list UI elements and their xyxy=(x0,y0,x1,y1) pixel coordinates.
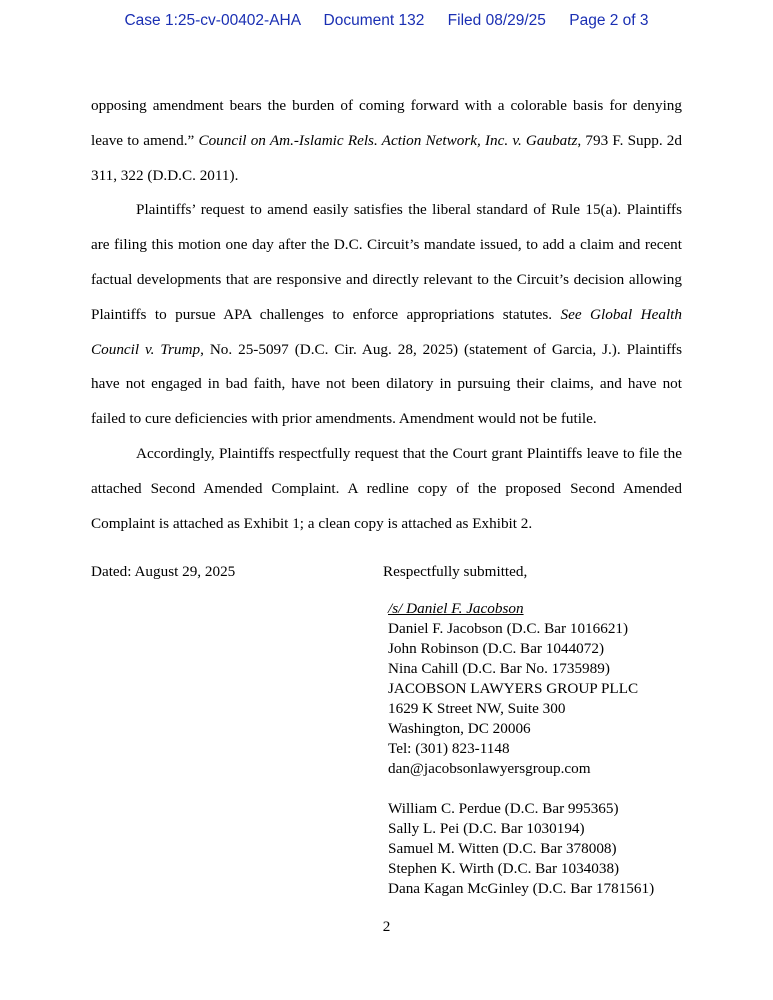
paragraph-1-text-before: opposing amendment bears the burden of coming forward with a colorable basis for denying leave to amend.” xyxy=(91,97,682,149)
counsel-line: Samuel M. Witten (D.C. Bar 378008) xyxy=(388,840,617,857)
counsel-line: Sally L. Pei (D.C. Bar 1030194) xyxy=(388,820,585,837)
counsel-group-jacobson xyxy=(388,619,654,779)
counsel-line: Nina Cahill (D.C. Bar No. 1735989) xyxy=(388,660,610,677)
signature-block xyxy=(388,599,654,899)
page-of: Page 2 of 3 xyxy=(569,12,649,29)
counsel-line: JACOBSON LAWYERS GROUP PLLC xyxy=(388,680,639,697)
paragraph-1-text-after: , 793 F. Supp. 2d 311, 322 (D.D.C. 2011). xyxy=(91,131,682,184)
counsel-group-additional xyxy=(388,799,654,899)
paragraph-1-case-citation: Council on Am.-Islamic Rels. Action Network, Inc. v. Gaubatz xyxy=(198,131,578,149)
document-body xyxy=(91,89,682,541)
counsel-line: Dana Kagan McGinley (D.C. Bar 1781561) xyxy=(388,880,655,897)
paragraph-2-text-before: Plaintiffs’ request to amend easily satisfies the liberal standard of Rule 15(a). Plaintiffs are filing this motion one day after the D.C. Circuit’s mandate issued, to add a claim and recent factual developments that are responsive and directly relevant to the Circuit’s decision allowing Plaintiffs to pursue APA challenges to enforce appropriations statutes. xyxy=(91,201,682,323)
counsel-line: dan@jacobsonlawyersgroup.com xyxy=(388,760,591,777)
counsel-line: Stephen K. Wirth (D.C. Bar 1034038) xyxy=(388,860,620,877)
respectfully-submitted: Respectfully submitted, xyxy=(383,563,528,580)
paragraph-2 xyxy=(91,193,682,437)
counsel-line: Daniel F. Jacobson (D.C. Bar 1016621) xyxy=(388,620,629,637)
document-number: Document 132 xyxy=(323,12,425,29)
counsel-line: 1629 K Street NW, Suite 300 xyxy=(388,700,566,717)
counsel-line: John Robinson (D.C. Bar 1044072) xyxy=(388,640,604,657)
page-number: 2 xyxy=(382,918,391,935)
paragraph-2-text-after: , No. 25-5097 (D.C. Cir. Aug. 28, 2025) (statement of Garcia, J.). Plaintiffs have not engaged in bad faith, have not been dilatory in pursuing their claims, and have not failed to cure deficiencies with prior amendments. Amendment would not be futile. xyxy=(91,340,682,428)
filed-date: Filed 08/29/25 xyxy=(447,12,546,29)
counsel-line: Tel: (301) 823-1148 xyxy=(388,740,510,757)
signature-spacer xyxy=(388,779,654,799)
paragraph-1 xyxy=(91,89,682,193)
paragraph-3: Accordingly, Plaintiffs respectfully request that the Court grant Plaintiffs leave to file the attached Second Amended Complaint. A redline copy of the proposed Second Amended Complaint is attached as Exhibit 1; a clean copy is attached as Exhibit 2. xyxy=(91,444,682,532)
dated-line: Dated: August 29, 2025 xyxy=(91,563,236,580)
counsel-line: Washington, DC 20006 xyxy=(388,720,531,737)
case-number: Case 1:25-cv-00402-AHA xyxy=(124,12,301,29)
ecf-header xyxy=(0,12,773,30)
electronic-signature: /s/ Daniel F. Jacobson xyxy=(388,600,524,617)
paragraph-2-case-citation: See Global Health Council v. Trump xyxy=(91,305,682,358)
counsel-line: William C. Perdue (D.C. Bar 995365) xyxy=(388,800,619,817)
